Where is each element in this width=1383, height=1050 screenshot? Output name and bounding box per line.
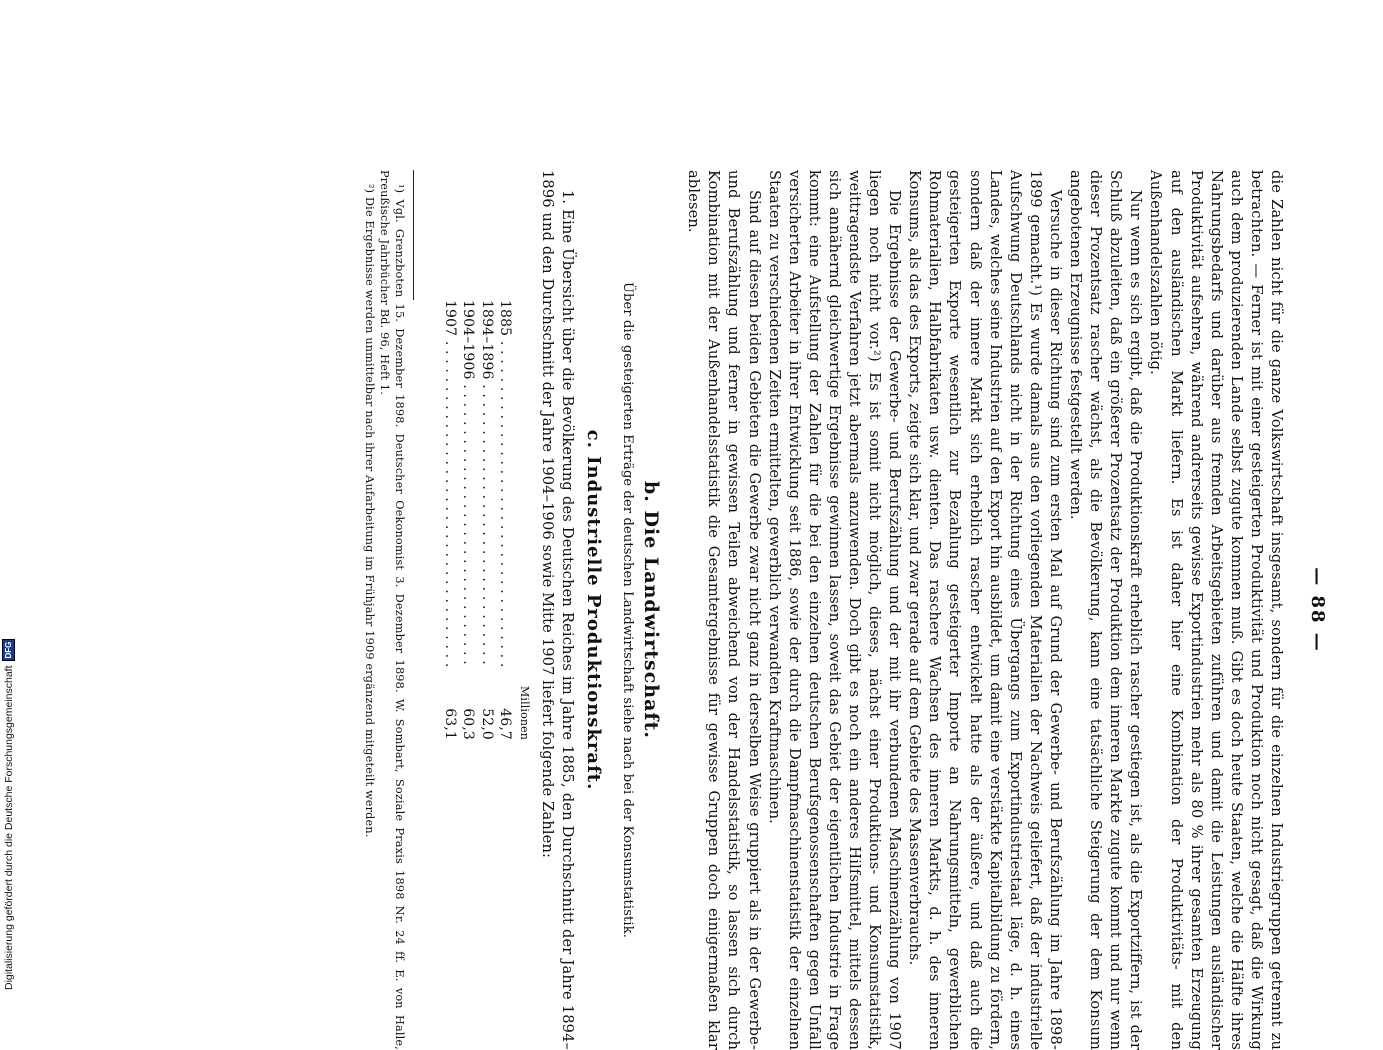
credit-text: Digitalisierung gefördert durch die Deutsche Forschungsgemeinschaft [2, 665, 15, 990]
footnote: ²) Die Ergebnisse werden unmittelbar nach ihrer Aufarbeitung im Frühjahr 1909 ergänzend mitgeteilt werden. [363, 184, 377, 838]
table-year: 1894–1896 . . . [477, 300, 496, 670]
paragraph: Die Ergebnisse der Gewerbe- und Berufszählung und der mit ihr verbundenen Maschinenzählung von 1907 liegen noch nicht vor.²) Es ist somit nicht möglich, dieses, nächst einer Produktions- und Konsumstatistik, weittragendste Verfahren jetzt abermals anzuwenden. Doch gibt es noch ein anderes Hilfsmittel, mittels dessen sich annähernd gleichwertige Ergebnisse gewinnen lassen, soweit das Gebiet der eigentlichen Industrie in Frage kommt: eine Aufstellung der Zahlen für die bei den einzelnen deutschen Berufsgenossenschaften gegen Unfall versicherten Arbeiter in ihrer Entwicklung seit 1886, sowie der durch die Dampfmaschinenstatistik der einzelnen Staaten zu verschiedenen Zeiten ermittelten, gewerblich verwandten Kraftmaschinen. [765, 170, 904, 1050]
section-b-subheading: Über die gesteigerten Erträge der deutschen Landwirtschaft siehe nach bei der Konsumstatistik. [620, 281, 636, 939]
digitization-credit [2, 639, 15, 990]
table-row [477, 300, 496, 740]
footnote-divider [413, 170, 414, 300]
table-year: 1907 . . . [440, 300, 459, 670]
paragraph: Nur wenn es sich ergibt, daß die Produktionskraft erheblich rascher gestiegen ist, als die Exportziffern, ist der Schluß abzuleiten, daß ein größerer Prozentsatz der Produktion dem inneren Markte zugute kommt und nur wenn dieser Prozentsatz rascher wächst, als die Bevölkerung, kann eine tatsächliche Steigerung der dem Konsum angebotenen Erzeugnisse festgestellt werden. [1067, 170, 1145, 1050]
table-row [440, 300, 459, 740]
table-value: 63,1 [441, 708, 458, 740]
body-text-top [683, 170, 1286, 1050]
table-unit-label: Millionen [517, 686, 531, 740]
page-number: — 88 — [1307, 567, 1328, 653]
table-year: 1904–1906 . . . [459, 300, 478, 670]
paragraph: die Zahlen nicht für die ganze Volkswirtschaft insgesamt, sondern für die einzelnen Industriegruppen getrennt zu betrachten. — Ferner ist mit einer gesteigerten Produktivität und Produktion noch nicht gesagt, daß die Wirkung auch dem produzierenden Lande selbst zugute kommen muß. Gibt es doch heute Staaten, welche die Hälfte ihres Nahrungsbedarfs und darüber aus fremden Arbeitsgebieten zuführen und damit die Leistungen ausländischer Produktivität aufsehren, während andrerseits gewisse Exportindustrien mehr als 80 % ihrer gesamten Erzeugung auf den ausländischen Markt liefern. Es ist daher hier eine Kombination der Produktivitäts- mit den Außenhandelszahlen nötig. [1147, 170, 1285, 1050]
population-table [440, 300, 533, 740]
table-row [459, 300, 478, 740]
footnote: ¹) Vgl. Grenzboten 15. Dezember 1898. Deutscher Oekonomist 3. Dezember 1898. W. Sombart, Soziale Praxis 1898 Nr. 24 ff. E. von Halle, Preußische Jahrbücher Bd. 96, Heft 1. [378, 170, 407, 1050]
rotated-document-page [363, 170, 1330, 1050]
table-year: 1885 . . . [496, 300, 515, 670]
table-value: 46,7 [497, 708, 514, 740]
table-value: 60,3 [460, 708, 477, 740]
paragraph: Versuche in dieser Richtung sind zum ersten Mal auf Grund der Gewerbe- und Berufszählung im Jahre 1898-1899 gemacht.¹) Es wurde damals aus den vorliegenden Materialien der Nachweis geliefert, daß der industrielle Aufschwung Deutschlands nicht in der Richtung eines Übergangs zum Exportindustriestaat läge, d. h. eines Landes, welches seine Industrien auf den Export hin ausbildet, um damit eine verstärkte Kapitalbildung zu fördern, sondern daß der innere Markt sich erheblich rascher entwickelt hatte als der äußere, und daß auch die gesteigerten Exporte wesentlich zur Bezahlung gesteigerter Importe an Nahrungsmitteln, gewerblichen Rohmaterialien, Halbfabrikaten usw. dienten. Das raschere Wachsen des inneren Markts, d. h. des inneren Konsums, als das des Exports, zeigte sich klar, und zwar gerade auf dem Gebiete des Massenverbrauchs. [906, 170, 1064, 1050]
paragraph: 1. Eine Übersicht über die Bevölkerung des Deutschen Reiches im Jahre 1885, den Durchschnitt der Jahre 1894–1896 und den Durchschnitt der Jahre 1904–1906 sowie Mitte 1907 liefert folgende Zahlen: [538, 170, 576, 1050]
section-c-heading: c. Industrielle Produktionskraft. [583, 429, 604, 791]
dfg-logo: DFG [2, 639, 15, 662]
table-row [496, 300, 515, 740]
section-c-body [537, 170, 577, 1050]
table-value: 52,0 [478, 708, 495, 740]
section-b-heading: b. Die Landwirtschaft. [640, 481, 663, 739]
paragraph: Sind auf diesen beiden Gebieten die Gewerbe zwar nicht ganz in derselben Weise gruppiert als in der Gewerbe- und Berufszählung und ferner in gewissen Teilen abweichend von der Handelsstatistik, so lassen sich durch Kombination mit der Außenhandelsstatistik die Gesamtergebnisse für gewisse Gruppen doch einigermaßen klar ablesen. [685, 170, 763, 1050]
